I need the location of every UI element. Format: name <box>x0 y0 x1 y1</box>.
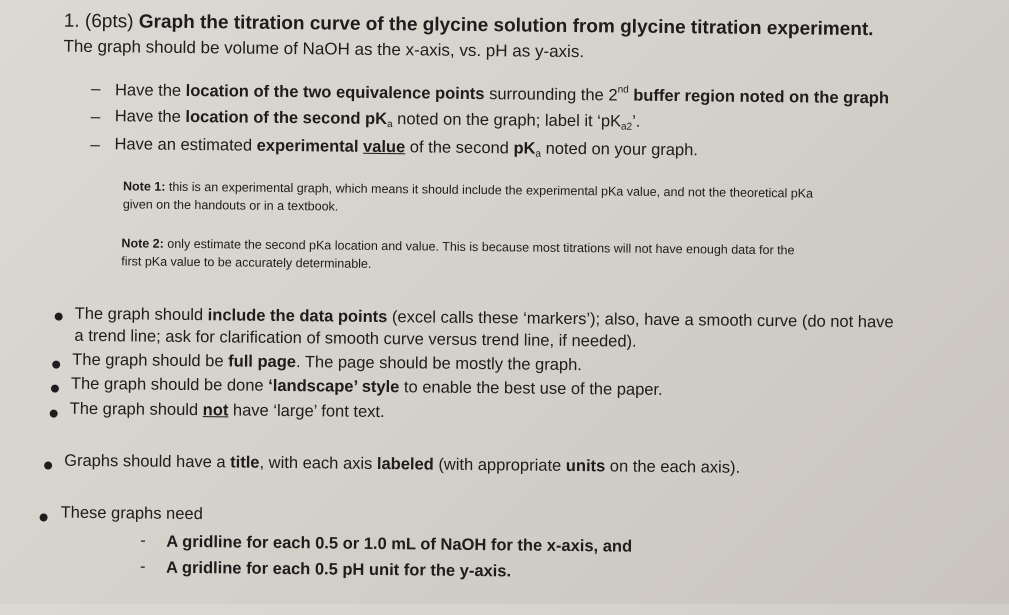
dash-marker: - <box>140 531 146 550</box>
requirement-3: Have an estimated experimental value of the second $pK_a$ noted on your graph. <box>114 135 699 160</box>
dash-marker: – <box>90 134 101 155</box>
bullet-dot <box>50 410 58 418</box>
question-axis-instruction: The graph should be volume of NaOH as the x-axis, vs. pH as y-axis. <box>63 36 585 62</box>
gridline-x-requirement: A gridline for each 0.5 or 1.0 mL of NaOH for the x-axis, and <box>166 532 633 556</box>
question-heading: 1. (6pts) Graph the titration curve of the glycine solution from glycine titration experiment. <box>63 10 874 41</box>
bullet-data-points: The graph should include the data points (excel calls these ‘markers’); also, have a smooth curve (do not have a trend line; ask for clarification of smooth curve versus trend line, if needed). <box>74 304 894 351</box>
bullet-title-labels: Graphs should have a title, with each axis labeled (with appropriate units on the each axis). <box>64 451 741 477</box>
requirement-1: Have the location of the two equivalence points surrounding the 2nd buffer region noted on the graph <box>114 81 890 108</box>
bullet-graphs-need: These graphs need <box>60 503 203 524</box>
bullet-dot <box>52 361 60 369</box>
bullet-dot <box>55 313 63 321</box>
note-1: Note 1: this is an experimental graph, which means it should include the experimental pKa value, and not the theoretical pKa given on the handouts or in a textbook. <box>122 179 814 214</box>
bullet-full-page: The graph should be full page. The page should be mostly the graph. <box>72 350 582 375</box>
bullet-dot <box>51 385 59 393</box>
dash-marker: – <box>90 106 101 127</box>
bullet-dot <box>40 513 48 521</box>
note-2: Note 2: only estimate the second pKa location and value. This is because most titrations will not have enough data for the first pKa value to be accurately determinable. <box>121 236 795 271</box>
dash-marker: - <box>139 557 146 576</box>
bullet-landscape: The graph should be done ‘landscape’ style to enable the best use of the paper. <box>70 374 663 399</box>
bullet-font-size: The graph should not have ‘large’ font text. <box>69 399 385 422</box>
requirement-2: Have the location of the second $pK_a$ noted on the graph; label it ‘$pK_{a2}$’. <box>114 107 641 133</box>
gridline-y-requirement: A gridline for each 0.5 pH unit for the y-axis. <box>165 558 512 581</box>
bullet-dot <box>44 461 52 469</box>
dash-marker: – <box>90 78 101 99</box>
